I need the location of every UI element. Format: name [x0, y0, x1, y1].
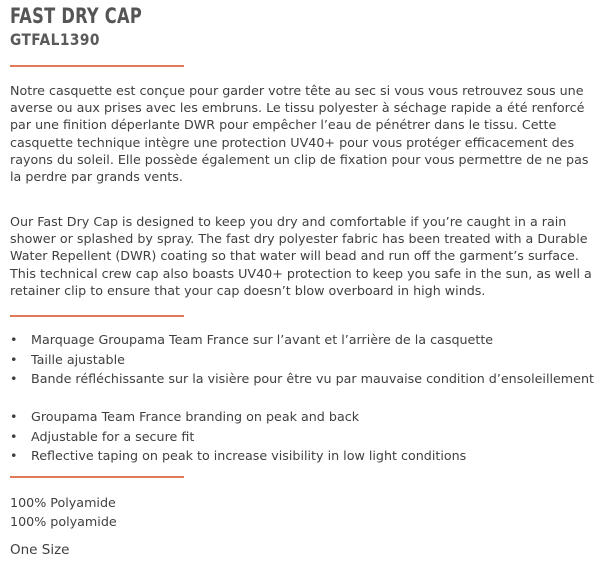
- bullet-icon: •: [10, 409, 18, 424]
- bullet-icon: •: [10, 428, 18, 444]
- bullet-icon: •: [10, 351, 18, 367]
- description-fr: Notre casquette est conçue pour garder votre tête au sec si vous vous retrouvez sous une averse ou aux prises avec les embruns. Le tissu polyester à séchage rapide a été renforcé par une finition déperlante DWR pour empêcher l’eau de pénétrer dans le tissu. Cette casquette technique intègre une protection UV40+ pour vous protéger efficacement des rayons du soleil. Elle possède également un clip de fixation pour vous permettre de ne pas la perdre par grands vents.: [10, 83, 589, 185]
- product-title: FAST DRY CAP: [10, 4, 142, 28]
- divider: [10, 65, 184, 67]
- size-label: One Size: [10, 542, 70, 558]
- composition-fr: 100% Polyamide: [10, 495, 116, 510]
- list-item: • Adjustable for a secure fit: [10, 427, 600, 447]
- list-item: • Marquage Groupama Team France sur l’avant et l’arrière de la casquette: [10, 330, 600, 350]
- features-en-list: [10, 407, 600, 466]
- list-item: • Groupama Team France branding on peak and back: [10, 407, 600, 427]
- list-item: • Taille ajustable: [10, 350, 600, 370]
- description-en: Our Fast Dry Cap is designed to keep you dry and comfortable if you’re caught in a rain shower or splashed by spray. The fast dry polyester fabric has been treated with a Durable Water Repellent (DWR) coating so that water will bead and run off the garment’s surface. This technical crew cap also boasts UV40+ protection to keep you safe in the sun, as well a retainer clip to ensure that your cap doesn’t blow overboard in high winds.: [10, 214, 592, 298]
- list-item: • Bande réfléchissante sur la visière pour être vu par mauvaise condition d’ensoleillement: [10, 369, 600, 389]
- divider: [10, 315, 184, 317]
- bullet-icon: •: [10, 371, 18, 386]
- divider: [10, 476, 184, 478]
- list-item: • Reflective taping on peak to increase visibility in low light conditions: [10, 446, 600, 466]
- composition-en: 100% polyamide: [10, 514, 117, 529]
- bullet-icon: •: [10, 448, 18, 463]
- features-fr-list: [10, 330, 600, 389]
- product-sku: GTFAL1390: [10, 30, 100, 49]
- bullet-icon: •: [10, 332, 18, 347]
